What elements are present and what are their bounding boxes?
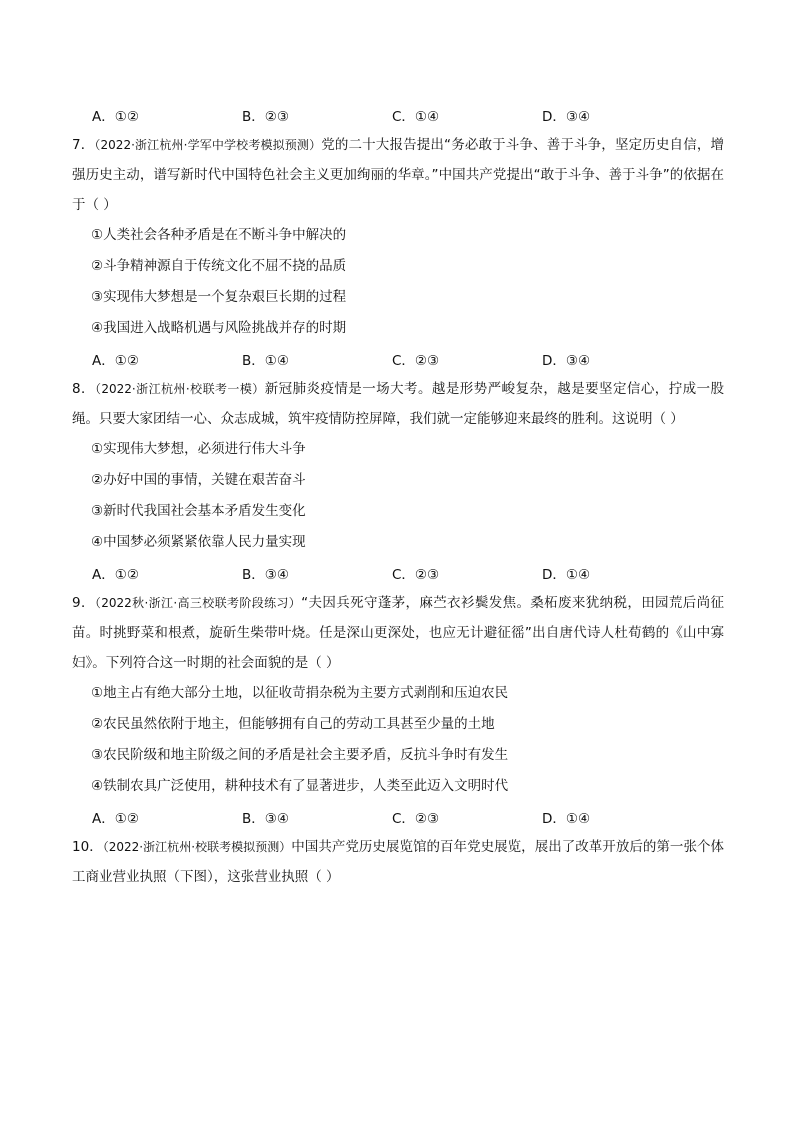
question-text: 新冠肺炎疫情是一场大考。越是形势严峻复杂，越是要坚定信心，拧成一股绳。只要大家团结一心、众志成城，筑牢疫情防控屏障，我们就一定能够迎来最终的胜利。这说明（ ） [72, 381, 724, 427]
question-stem [72, 130, 724, 220]
q6-options [72, 100, 724, 130]
statement-1: ①人类社会各种矛盾是在不断斗争中解决的 [91, 227, 347, 243]
statement-3: ③农民阶级和地主阶级之间的矛盾是社会主要矛盾，反抗斗争时有发生 [91, 747, 509, 763]
statement-1: ①实现伟大梦想，必须进行伟大斗争 [91, 441, 306, 457]
option-c: C．②③ [392, 567, 440, 583]
statement-1: ①地主占有绝大部分土地，以征收苛捐杂税为主要方式剥削和压迫农民 [91, 685, 509, 701]
option-c: C．①④ [392, 109, 440, 125]
question-text: 党的二十大报告提出“务必敢于斗争、善于斗争，坚定历史自信，增强历史主动，谱写新时代中国特色社会主义更加绚丽的华章。”中国共产党提出“敢于斗争、善于斗争”的依据在于（ ） [72, 137, 724, 213]
statement-2: ②办好中国的事情，关键在艰苦奋斗 [91, 472, 306, 488]
question-source: （2022·浙江杭州·校联考模拟预测） [102, 840, 292, 854]
question-source: （2022秋·浙江·高三校联考阶段练习） [94, 596, 302, 610]
question-stem [72, 588, 724, 678]
statement-4: ④铁制农具广泛使用，耕种技术有了显著进步，人类至此迈入文明时代 [91, 778, 509, 794]
question-7 [72, 130, 724, 374]
statement-4: ④我国进入战略机遇与风险挑战并存的时期 [91, 320, 347, 336]
question-number: 7． [72, 137, 95, 153]
option-a: A．①② [92, 353, 139, 369]
question-number: 9． [72, 595, 95, 611]
option-b: B．②③ [242, 109, 289, 125]
question-number: 8． [72, 381, 95, 397]
option-b: B．③④ [242, 567, 289, 583]
question-text: “夫因兵死守蓬茅，麻苎衣衫鬓发焦。桑柘废来犹纳税，田园荒后尚征苗。时挑野菜和根煮，旋斫生柴带叶烧。任是深山更深处，也应无计避征徭”出自唐代诗人杜荀鹤的《山中寡妇》。下列符合这一时期的社会面貌的是（ ） [72, 595, 725, 671]
statement-3: ③新时代我国社会基本矛盾发生变化 [91, 503, 306, 519]
question-options [72, 802, 724, 832]
question-9 [72, 588, 724, 832]
option-d: D．③④ [542, 109, 591, 125]
question-source: （2022·浙江杭州·校联考一模） [94, 382, 265, 396]
question-text: 中国共产党历史展览馆的百年党史展览，展出了改革开放后的第一张个体工商业营业执照（下图），这张营业执照（ ） [72, 839, 725, 885]
question-number: 10． [72, 839, 103, 855]
question-options [72, 344, 724, 374]
option-b: B．①④ [242, 353, 289, 369]
statement-2: ②斗争精神源自于传统文化不屈不挠的品质 [91, 258, 347, 274]
question-options [72, 558, 724, 588]
statement-2: ②农民虽然依附于地主，但能够拥有自己的劳动工具甚至少量的土地 [91, 716, 495, 732]
question-source: （2022·浙江杭州·学军中学校考模拟预测） [94, 138, 322, 152]
statement-4: ④中国梦必须紧紧依靠人民力量实现 [91, 534, 306, 550]
question-stem [72, 374, 724, 434]
option-c: C．②③ [392, 811, 440, 827]
option-b: B．③④ [242, 811, 289, 827]
statement-3: ③实现伟大梦想是一个复杂艰巨长期的过程 [91, 289, 347, 305]
option-d: D．③④ [542, 353, 591, 369]
question-8 [72, 374, 724, 588]
question-stem [72, 832, 724, 892]
option-a: A．①② [92, 109, 139, 125]
option-d: D．①④ [542, 811, 591, 827]
option-c: C．②③ [392, 353, 440, 369]
option-a: A．①② [92, 811, 139, 827]
option-a: A．①② [92, 567, 139, 583]
option-d: D．①④ [542, 567, 591, 583]
question-10 [72, 832, 724, 892]
